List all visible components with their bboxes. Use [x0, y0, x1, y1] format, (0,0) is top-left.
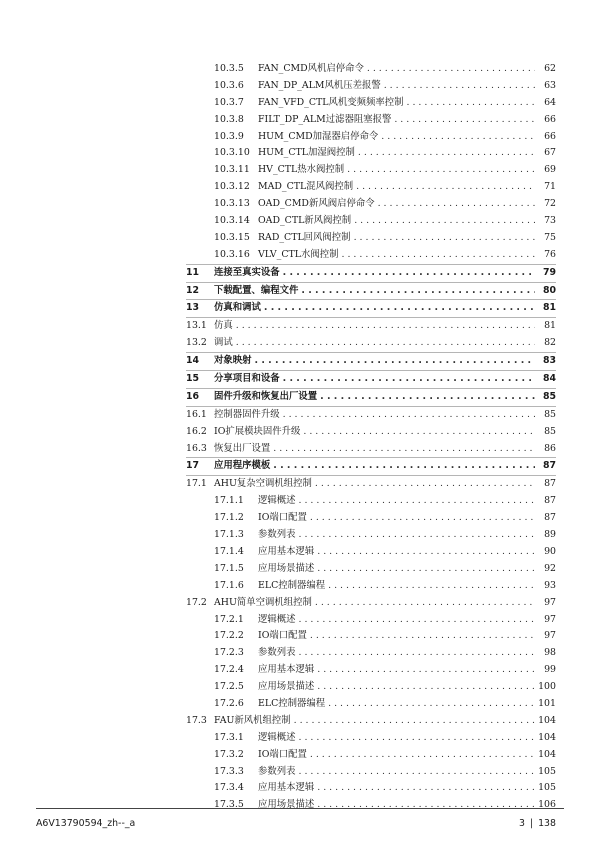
toc-dot-leader: [367, 61, 535, 78]
toc-entry[interactable]: [186, 457, 556, 475]
toc-entry[interactable]: [186, 510, 556, 527]
toc-entry-number: 17.1.1: [214, 495, 244, 507]
toc-entry-number: 17.3: [186, 714, 207, 726]
toc-dot-leader: [299, 764, 535, 781]
toc-entry-number: 13.1: [186, 320, 207, 332]
toc-entry[interactable]: [186, 645, 556, 662]
toc-entry-number: 17.1.4: [214, 545, 244, 557]
toc-dot-leader: [310, 510, 535, 527]
toc-entry-page: 92: [544, 562, 556, 574]
toc-entry-number: 17.2.6: [214, 697, 244, 709]
toc-entry[interactable]: [186, 230, 556, 247]
toc-entry-number: 10.3.15: [214, 231, 250, 243]
toc-entry[interactable]: [186, 780, 556, 797]
toc-entry-number: 17.2.5: [214, 681, 244, 693]
toc-entry-page: 79: [542, 266, 556, 278]
toc-entry-title: 应用场景描述: [258, 799, 315, 811]
toc-entry[interactable]: [186, 730, 556, 747]
toc-entry[interactable]: [186, 388, 556, 406]
toc-entry-page: 97: [544, 630, 556, 642]
toc-entry-page: 72: [544, 198, 556, 210]
toc-entry[interactable]: [186, 696, 556, 713]
toc-entry[interactable]: [186, 299, 556, 317]
toc-entry-title: 下载配置、编程文件: [214, 284, 299, 296]
toc-entry-title: 应用基本逻辑: [258, 545, 315, 557]
toc-entry-page: 83: [542, 355, 556, 367]
toc-entry-number: 17.2.2: [214, 630, 244, 642]
toc-dot-leader: [356, 179, 535, 196]
toc-entry-number: 13.2: [186, 337, 207, 349]
toc-entry[interactable]: [186, 162, 556, 179]
toc-entry[interactable]: [186, 129, 556, 146]
toc-entry[interactable]: [186, 145, 556, 162]
toc-entry-number: 10.3.16: [214, 248, 250, 260]
toc-entry-page: 87: [544, 512, 556, 524]
toc-entry[interactable]: [186, 317, 556, 335]
toc-entry-number: 17.1.6: [214, 579, 244, 591]
toc-entry-page: 66: [544, 113, 556, 125]
toc-entry-number: 16: [186, 390, 200, 402]
toc-entry-number: 10.3.8: [214, 113, 244, 125]
toc-dot-leader: [273, 441, 535, 458]
toc-entry-number: 17.3.3: [214, 765, 244, 777]
toc-dot-leader: [378, 196, 535, 213]
toc-entry-page: 73: [544, 215, 556, 227]
toc-entry[interactable]: [186, 196, 556, 213]
toc-entry-title: 逻辑概述: [258, 495, 296, 507]
toc-dot-leader: [328, 696, 535, 713]
toc-entry-title: 控制器固件升级: [214, 408, 280, 420]
toc-entry-number: 17.3.5: [214, 799, 244, 811]
toc-dot-leader: [317, 780, 535, 797]
toc-entry-page: 100: [538, 681, 556, 693]
toc-entry-page: 97: [544, 613, 556, 625]
toc-entry-title: 恢复出厂设置: [214, 442, 271, 454]
toc-entry-title: ELC控制器编程: [258, 579, 326, 591]
toc-entry-title: RAD_CTL回风阀控制: [258, 231, 351, 243]
toc-entry-number: 14: [186, 355, 200, 367]
toc-entry-page: 71: [544, 181, 556, 193]
toc-entry-title: MAD_CTL混风阀控制: [258, 181, 354, 193]
toc-dot-leader: [317, 679, 535, 696]
toc-dot-leader: [315, 595, 535, 612]
toc-dot-leader: [347, 162, 535, 179]
toc-entry-title: 参数列表: [258, 529, 296, 541]
toc-dot-leader: [255, 353, 535, 370]
toc-entry-number: 10.3.5: [214, 63, 244, 74]
toc-entry[interactable]: [186, 679, 556, 696]
toc-entry-number: 17.1.3: [214, 529, 244, 541]
toc-dot-leader: [294, 713, 535, 730]
toc-entry-page: 87: [542, 460, 556, 472]
toc-entry[interactable]: [186, 335, 556, 352]
toc-dot-leader: [317, 797, 535, 814]
toc-entry-number: 12: [186, 284, 200, 296]
toc-entry-page: 67: [544, 147, 556, 159]
toc-entry-number: 10.3.9: [214, 130, 244, 142]
toc-entry-title: 连接至真实设备: [214, 266, 280, 278]
toc-entry-number: 10.3.12: [214, 181, 250, 193]
toc-entry-title: AHU简单空调机组控制: [214, 596, 312, 608]
toc-entry-page: 75: [544, 231, 556, 243]
toc-entry-title: 逻辑概述: [258, 731, 296, 743]
toc-entry-page: 104: [538, 731, 556, 743]
toc-entry[interactable]: [186, 352, 556, 370]
toc-entry-number: 11: [186, 266, 200, 278]
toc-entry[interactable]: [186, 213, 556, 230]
footer-page-number: [519, 818, 556, 829]
toc-entry-page: 81: [542, 302, 556, 314]
toc-entry-title: FILT_DP_ALM过滤器阻塞报警: [258, 113, 392, 125]
toc-entry-page: 69: [544, 164, 556, 176]
current-page: 3: [518, 818, 525, 829]
toc-entry[interactable]: [186, 112, 556, 129]
toc-dot-leader: [299, 612, 535, 629]
toc-dot-leader: [384, 78, 535, 95]
toc-dot-leader: [358, 145, 535, 162]
toc-entry-number: 17.2.3: [214, 647, 244, 659]
toc-dot-leader: [310, 628, 535, 645]
toc-entry-number: 17: [186, 460, 200, 472]
toc-entry-page: 104: [538, 714, 556, 726]
toc-entry-title: 固件升级和恢复出厂设置: [214, 390, 318, 402]
toc-entry-page: 86: [544, 442, 556, 454]
toc-entry[interactable]: [186, 595, 556, 612]
toc-dot-leader: [315, 476, 535, 493]
toc-entry[interactable]: [186, 747, 556, 764]
toc-entry-title: 对象映射: [214, 355, 252, 367]
toc-entry-number: 17.1.2: [214, 512, 244, 524]
toc-entry-number: 17.2: [186, 596, 207, 608]
toc-entry-title: 分享项目和设备: [214, 373, 280, 385]
toc-entry-page: 87: [544, 495, 556, 507]
toc-entry-number: 10.3.11: [214, 164, 250, 176]
toc-dot-leader: [381, 129, 535, 146]
toc-entry-page: 105: [538, 765, 556, 777]
toc-dot-leader: [317, 544, 535, 561]
toc-entry-page: 64: [544, 96, 556, 108]
toc-entry-page: 106: [538, 799, 556, 811]
toc-entry-number: 10.3.14: [214, 215, 250, 227]
toc-dot-leader: [273, 458, 535, 475]
toc-dot-leader: [303, 424, 535, 441]
toc-entry-number: 10.3.13: [214, 198, 250, 210]
toc-entry-page: 89: [544, 529, 556, 541]
toc-entry-page: 80: [542, 284, 556, 296]
toc-entry-number: 17.2.1: [214, 613, 244, 625]
toc-entry[interactable]: [186, 475, 556, 493]
toc-entry[interactable]: [186, 406, 556, 424]
toc-entry-number: 17.3.4: [214, 782, 244, 794]
toc-entry-page: 93: [544, 579, 556, 591]
toc-dot-leader: [236, 318, 535, 335]
toc-dot-leader: [317, 662, 535, 679]
toc-entry-page: 62: [544, 63, 556, 74]
toc-entry-number: 16.1: [186, 408, 207, 420]
toc-dot-leader: [342, 247, 536, 264]
toc-entry-title: 应用基本逻辑: [258, 782, 315, 794]
toc-entry[interactable]: [186, 370, 556, 388]
toc-dot-leader: [406, 95, 535, 112]
toc-entry-page: 105: [538, 782, 556, 794]
toc-entry-page: 87: [544, 478, 556, 490]
toc-dot-leader: [299, 645, 535, 662]
toc-entry-title: 参数列表: [258, 765, 296, 777]
toc-entry-number: 16.2: [186, 425, 207, 437]
toc-entry-title: 仿真和调试: [214, 302, 261, 314]
toc-entry-number: 17.3.1: [214, 731, 244, 743]
toc-entry-number: 17.3.2: [214, 748, 244, 760]
toc-dot-leader: [301, 283, 535, 300]
toc-entry-page: 63: [544, 79, 556, 91]
toc-entry-title: 调试: [214, 337, 233, 349]
toc-entry-title: IO端口配置: [258, 748, 307, 760]
toc-entry-title: 应用场景描述: [258, 562, 315, 574]
toc-dot-leader: [299, 527, 535, 544]
toc-entry-title: OAD_CTL新风阀控制: [258, 215, 352, 227]
toc-entry-title: 参数列表: [258, 647, 296, 659]
page-separator: |: [529, 818, 534, 829]
toc-entry-title: HUM_CMD加湿器启停命令: [258, 130, 379, 142]
toc-entry-title: 应用场景描述: [258, 681, 315, 693]
toc-dot-leader: [299, 730, 535, 747]
toc-entry-number: 17.2.4: [214, 664, 244, 676]
toc-dot-leader: [394, 112, 535, 129]
toc-entry-title: OAD_CMD新风阀启停命令: [258, 198, 375, 210]
table-of-contents: [186, 61, 556, 814]
toc-entry-page: 81: [544, 320, 556, 332]
toc-entry-title: HV_CTL热水阀控制: [258, 164, 345, 176]
toc-entry-title: 仿真: [214, 320, 233, 332]
toc-entry-page: 84: [542, 373, 556, 385]
toc-entry-title: FAN_VFD_CTL风机变频频率控制: [258, 96, 404, 108]
footer-divider: [36, 808, 564, 809]
toc-dot-leader: [283, 407, 535, 424]
toc-entry-page: 104: [538, 748, 556, 760]
toc-entry-title: 应用基本逻辑: [258, 664, 315, 676]
toc-entry[interactable]: [186, 713, 556, 730]
toc-entry[interactable]: [186, 61, 556, 78]
total-pages: 138: [538, 818, 556, 829]
toc-entry-page: 99: [544, 664, 556, 676]
toc-entry-number: 10.3.10: [214, 147, 250, 159]
toc-entry[interactable]: [186, 612, 556, 629]
toc-entry[interactable]: [186, 424, 556, 441]
toc-entry-title: FAU新风机组控制: [214, 714, 291, 726]
footer-doc-id: A6V13790594_zh--_a: [36, 818, 136, 829]
toc-entry-title: HUM_CTL加湿阀控制: [258, 147, 355, 159]
toc-entry[interactable]: [186, 179, 556, 196]
toc-entry-title: 逻辑概述: [258, 613, 296, 625]
toc-entry-title: ELC控制器编程: [258, 697, 326, 709]
toc-entry-number: 10.3.6: [214, 79, 244, 91]
toc-entry-page: 85: [544, 408, 556, 420]
toc-entry[interactable]: [186, 95, 556, 112]
toc-entry[interactable]: [186, 578, 556, 595]
toc-entry[interactable]: [186, 527, 556, 544]
toc-entry-number: 16.3: [186, 442, 207, 454]
toc-entry-page: 97: [544, 596, 556, 608]
toc-entry-number: 17.1.5: [214, 562, 244, 574]
toc-entry-title: IO扩展模块固件升级: [214, 425, 301, 437]
toc-dot-leader: [328, 578, 535, 595]
toc-entry-title: VLV_CTL水阀控制: [258, 248, 339, 260]
toc-entry-title: FAN_CMD风机启停命令: [258, 63, 364, 74]
toc-entry-page: 98: [544, 647, 556, 659]
toc-entry-title: FAN_DP_ALM风机压差报警: [258, 79, 381, 91]
toc-entry-title: IO端口配置: [258, 630, 307, 642]
toc-entry-number: 17.1: [186, 478, 207, 490]
toc-dot-leader: [264, 300, 535, 317]
toc-entry[interactable]: [186, 247, 556, 264]
toc-entry[interactable]: [186, 797, 556, 814]
toc-entry-page: 76: [544, 248, 556, 260]
toc-entry[interactable]: [186, 561, 556, 578]
toc-dot-leader: [283, 265, 535, 282]
toc-entry[interactable]: [186, 282, 556, 300]
toc-dot-leader: [354, 213, 535, 230]
toc-entry-title: IO端口配置: [258, 512, 307, 524]
toc-entry[interactable]: [186, 662, 556, 679]
toc-entry-page: 101: [538, 697, 556, 709]
toc-entry-page: 82: [544, 337, 556, 349]
toc-dot-leader: [236, 335, 535, 352]
toc-entry-page: 66: [544, 130, 556, 142]
toc-dot-leader: [320, 389, 535, 406]
toc-entry[interactable]: [186, 264, 556, 282]
toc-entry-title: AHU复杂空调机组控制: [214, 478, 312, 490]
toc-entry-page: 85: [542, 390, 556, 402]
toc-entry-number: 13: [186, 302, 200, 314]
toc-entry[interactable]: [186, 493, 556, 510]
toc-dot-leader: [354, 230, 535, 247]
toc-dot-leader: [299, 493, 535, 510]
toc-entry[interactable]: [186, 628, 556, 645]
toc-entry-title: 应用程序模板: [214, 460, 271, 472]
toc-entry-number: 10.3.7: [214, 96, 244, 108]
toc-dot-leader: [317, 561, 535, 578]
toc-entry[interactable]: [186, 764, 556, 781]
toc-dot-leader: [310, 747, 535, 764]
toc-entry-page: 90: [544, 545, 556, 557]
toc-entry[interactable]: [186, 78, 556, 95]
toc-entry-page: 85: [544, 425, 556, 437]
toc-entry[interactable]: [186, 441, 556, 458]
toc-entry-number: 15: [186, 373, 200, 385]
toc-dot-leader: [283, 371, 535, 388]
toc-entry[interactable]: [186, 544, 556, 561]
